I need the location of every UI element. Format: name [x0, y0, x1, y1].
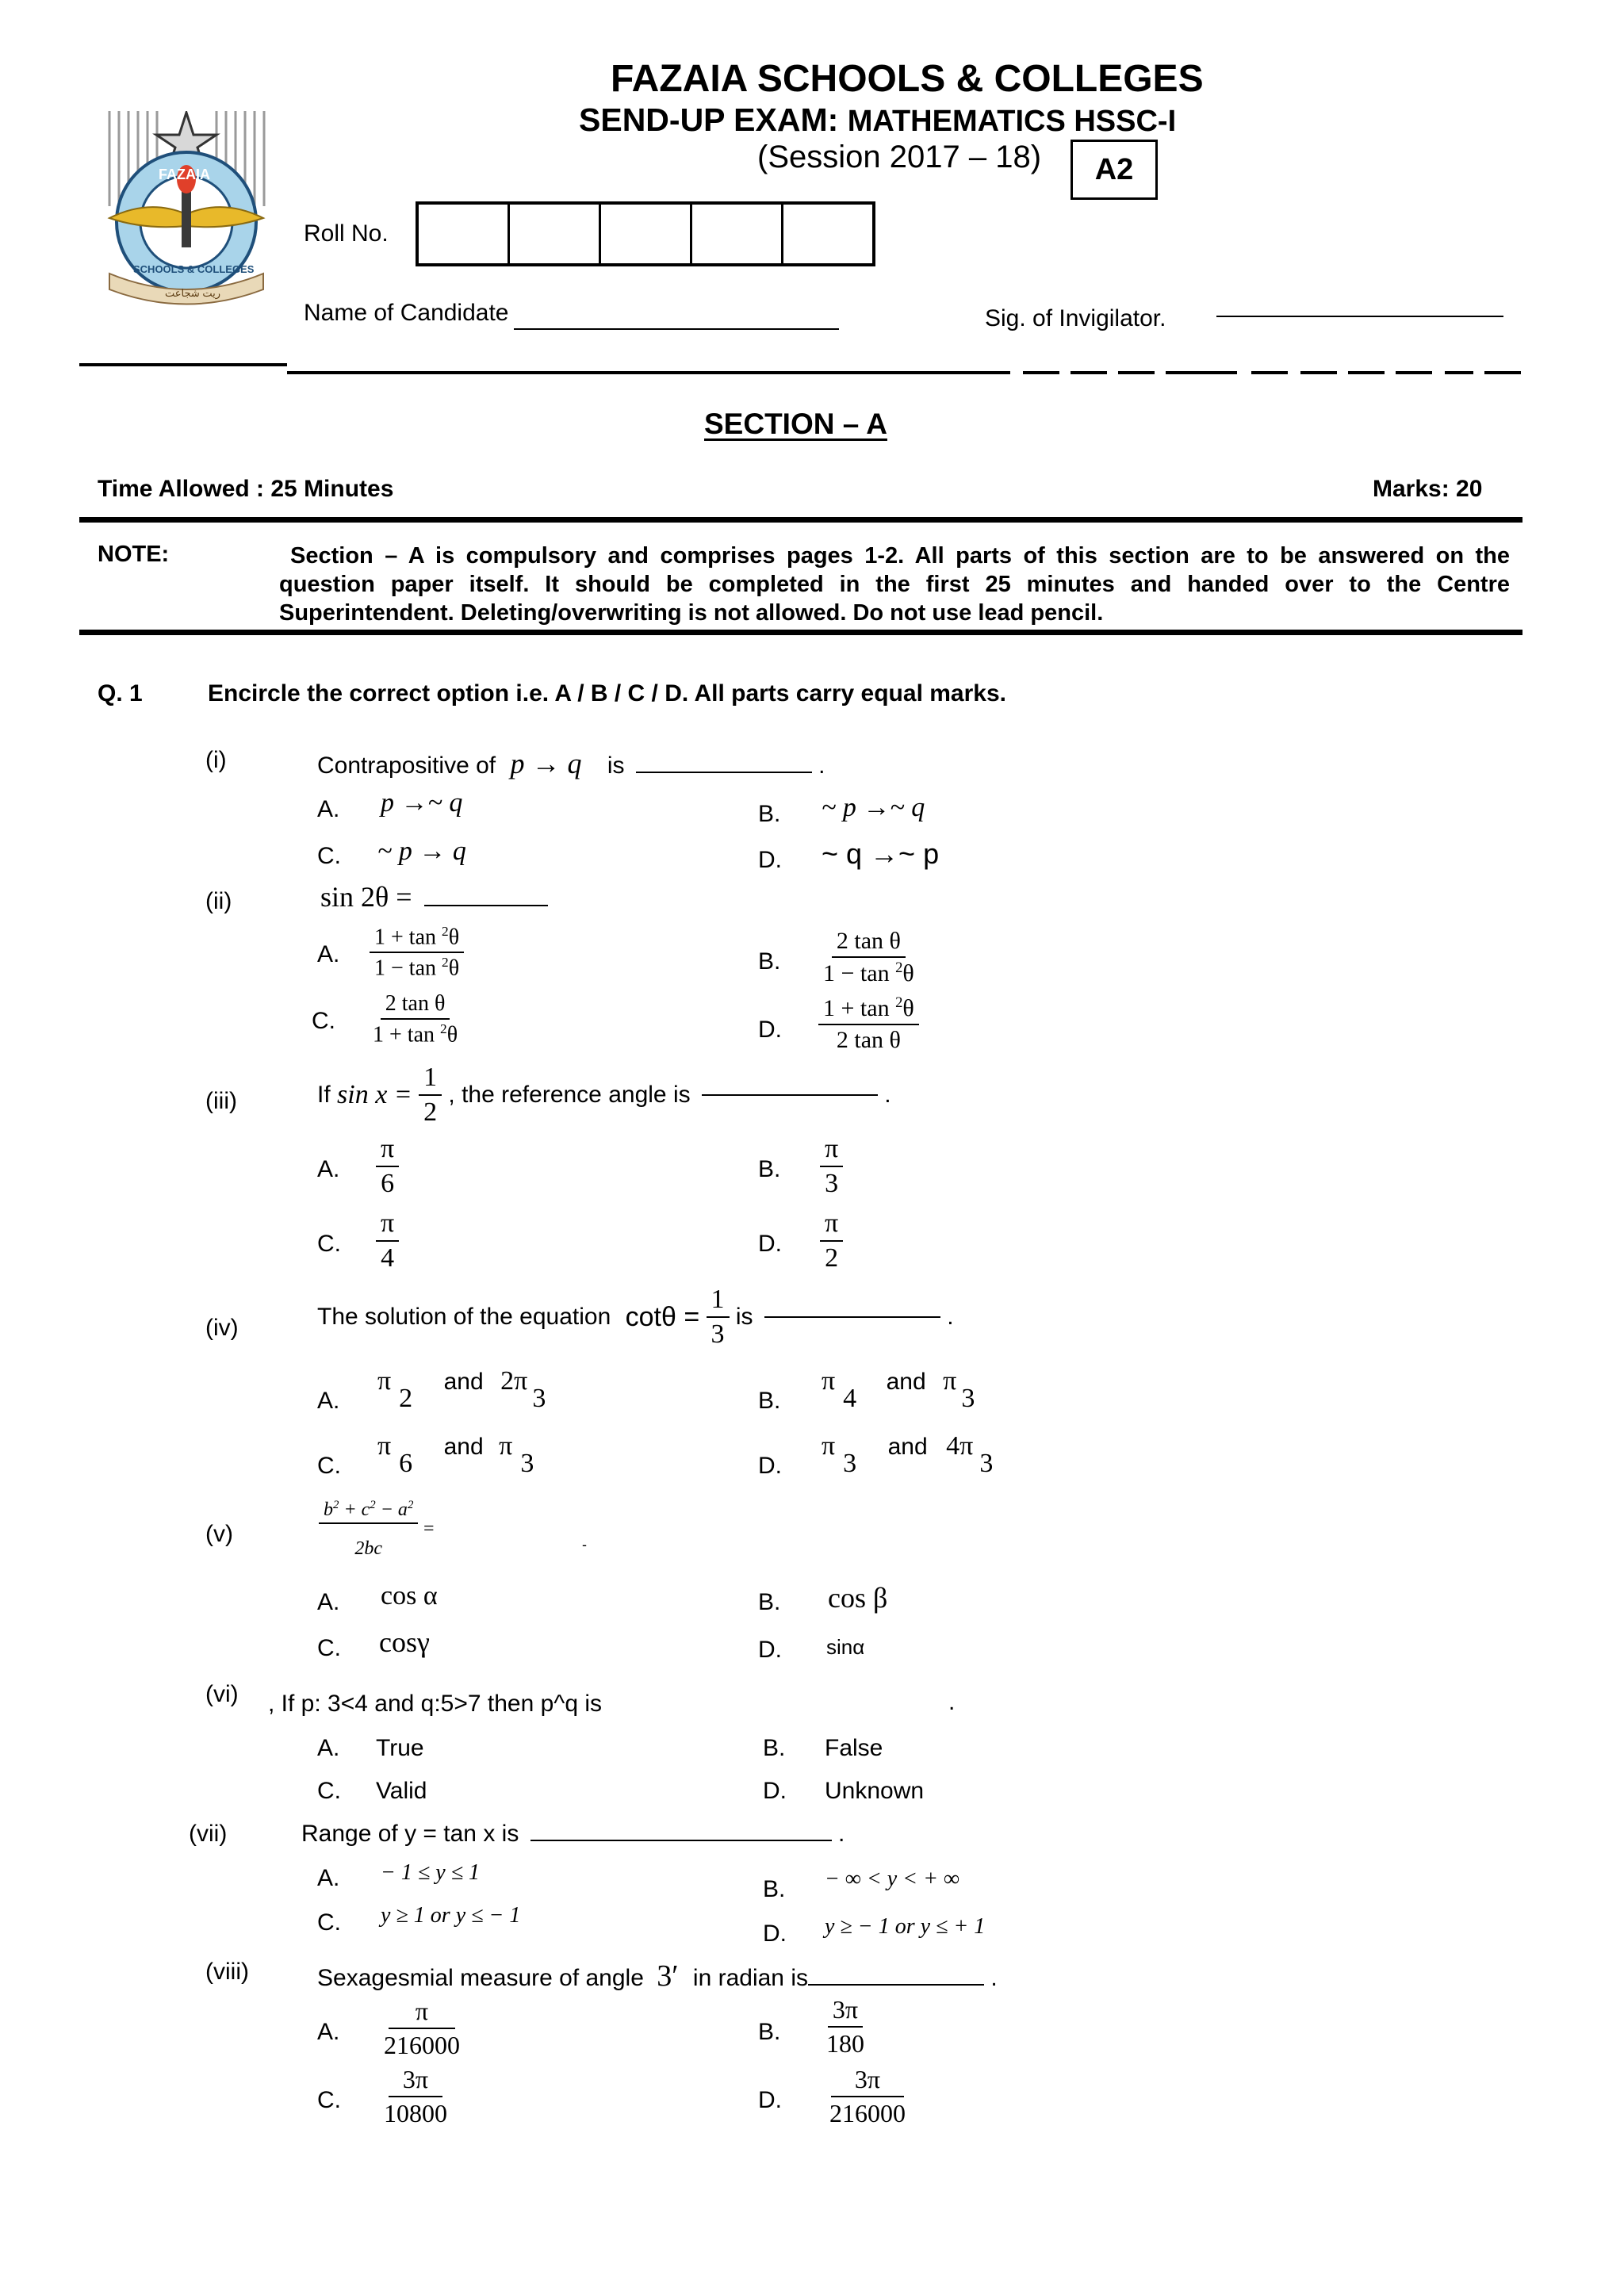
option-viii-c[interactable]: $\frac{3\pi}{10800}$ — [384, 2065, 447, 2127]
option-vii-a[interactable]: − 1 ≤ y ≤ 1 — [381, 1860, 481, 1885]
option-i-d[interactable]: ~ q →~ p — [822, 837, 940, 870]
option-letter: A. — [317, 1865, 340, 1891]
option-letter: C. — [317, 1635, 341, 1661]
separator-solid — [287, 371, 1010, 374]
option-viii-b[interactable]: $\frac{3\pi}{180}$ — [826, 1995, 864, 2058]
question-viii-stem: Sexagesmial measure of angle 3′ in radian is . — [317, 1959, 998, 1993]
option-viii-a[interactable]: $\frac{\pi}{216000}$ — [384, 1997, 460, 2059]
option-iii-d[interactable]: $\frac{\pi}{2}$ — [820, 1208, 843, 1273]
answer-blank[interactable] — [764, 1316, 940, 1318]
separator-dash — [1484, 371, 1521, 374]
question-number: (ii) — [205, 888, 232, 914]
option-ii-c[interactable]: $\frac{\text{2 tan θ}}{1 + \tan ^2\theta}$ — [373, 991, 458, 1047]
roll-label: Roll No. — [304, 220, 389, 247]
option-ii-b[interactable]: $\frac{\text{2 tan θ}}{1 - \tan ^2\theta}$ — [823, 928, 914, 986]
answer-blank[interactable] — [636, 772, 812, 773]
option-letter: A. — [317, 1156, 340, 1182]
option-v-d[interactable]: sinα — [826, 1635, 865, 1659]
separator-dash — [1445, 371, 1473, 374]
option-iii-b[interactable]: $\frac{\pi}{3}$ — [820, 1134, 843, 1199]
logo-bottom-text: SCHOOLS & COLLEGES — [133, 263, 255, 275]
question-number: (v) — [205, 1521, 233, 1547]
q1-label: Q. 1 — [98, 680, 143, 707]
roll-digit-box[interactable] — [783, 205, 872, 263]
option-letter: A. — [317, 941, 340, 967]
option-letter: C. — [317, 1453, 341, 1479]
option-iv-d[interactable]: π3 and 4π3 — [822, 1431, 994, 1478]
marks: Marks: 20 — [1373, 476, 1483, 502]
option-letter: B. — [758, 1589, 781, 1615]
option-i-c[interactable]: ~ p → q — [377, 837, 466, 866]
option-letter: C. — [317, 1778, 341, 1804]
option-vi-c[interactable]: Valid — [376, 1778, 427, 1804]
question-number: (iii) — [205, 1088, 237, 1114]
option-letter: D. — [758, 847, 782, 873]
option-vii-d[interactable]: y ≥ − 1 or y ≤ + 1 — [825, 1914, 986, 1939]
exam-prefix: SEND-UP EXAM: — [579, 101, 839, 138]
option-letter: A. — [317, 1388, 340, 1414]
option-v-c[interactable]: cosγ — [379, 1626, 430, 1658]
candidate-name-label: Name of Candidate — [304, 300, 509, 326]
option-v-b[interactable]: cos β — [828, 1582, 888, 1614]
note-text — [279, 542, 1510, 627]
option-letter: B. — [763, 1876, 786, 1902]
question-number: (i) — [205, 747, 227, 773]
question-number: (vi) — [205, 1681, 239, 1707]
paper-code: A2 — [1094, 153, 1134, 186]
question-vi-end: . — [948, 1689, 956, 1715]
time-allowed: Time Allowed : 25 Minutes — [98, 476, 394, 502]
separator-dash — [1023, 371, 1059, 374]
option-letter: A. — [317, 2019, 340, 2045]
option-letter: D. — [758, 1453, 782, 1479]
option-letter: A. — [317, 796, 340, 822]
section-title: SECTION – A — [704, 408, 887, 440]
question-vii-stem: Range of y = tan x is . — [301, 1821, 845, 1847]
formula: p → q — [510, 748, 582, 779]
roll-digit-box[interactable] — [601, 205, 692, 263]
separator-dash — [1348, 371, 1385, 374]
separator-dash — [1396, 371, 1432, 374]
fraction: $\frac{b^2 + c^2 - a^2}{2bc}$ — [319, 1499, 418, 1560]
invigilator-sig-field[interactable] — [1216, 316, 1503, 317]
option-ii-a[interactable]: $\frac{1 + \tan ^2\theta}{1 - \tan ^2\theta}$ — [370, 924, 464, 982]
roll-number-boxes[interactable] — [416, 201, 875, 266]
separator-solid-short — [79, 363, 287, 366]
option-letter: B. — [763, 1735, 786, 1761]
session-label: (Session 2017 – 18) — [757, 140, 1042, 174]
question-number: (vii) — [189, 1821, 228, 1847]
roll-digit-box[interactable] — [419, 205, 510, 263]
option-iii-c[interactable]: $\frac{\pi}{4}$ — [376, 1208, 399, 1273]
option-letter: D. — [758, 2087, 782, 2113]
paper-code-box — [1071, 140, 1158, 200]
option-i-a[interactable]: p →~ q — [381, 788, 463, 818]
option-letter: D. — [763, 1921, 787, 1947]
answer-blank[interactable] — [808, 1984, 984, 1986]
option-letter: C. — [317, 1909, 341, 1936]
separator-dash — [1118, 371, 1155, 374]
option-vi-d[interactable]: Unknown — [825, 1778, 925, 1804]
option-letter: C. — [317, 1231, 341, 1257]
option-letter: A. — [317, 1735, 340, 1761]
option-v-a[interactable]: cos α — [381, 1581, 438, 1610]
question-number: (iv) — [205, 1315, 239, 1341]
option-letter: C. — [312, 1008, 335, 1034]
q1-instruction: Encircle the correct option i.e. A / B / C / D. All parts carry equal marks. — [208, 680, 1006, 707]
exam-title — [579, 101, 1176, 139]
option-letter: D. — [758, 1231, 782, 1257]
option-letter: D. — [763, 1778, 787, 1804]
separator-dash — [1300, 371, 1337, 374]
option-letter: B. — [758, 1388, 781, 1414]
question-v-mark: - — [582, 1537, 587, 1553]
option-iv-a[interactable]: π2 and 2π3 — [377, 1366, 546, 1413]
note-label: NOTE: — [98, 542, 170, 567]
candidate-name-field[interactable] — [514, 328, 839, 330]
school-logo — [102, 111, 272, 309]
option-letter: C. — [317, 843, 341, 869]
school-name: FAZAIA SCHOOLS & COLLEGES — [611, 58, 1204, 100]
answer-blank[interactable] — [702, 1094, 878, 1096]
rule-bottom — [79, 630, 1522, 635]
option-letter: D. — [758, 1637, 782, 1663]
option-vii-b[interactable]: − ∞ < y < + ∞ — [825, 1867, 959, 1891]
option-ii-d[interactable]: $\frac{1 + \tan ^2\theta}{\text{2 tan θ}}$ — [818, 994, 919, 1054]
question-v-stem: $\frac{b^2 + c^2 - a^2}{2bc}$ = — [319, 1499, 435, 1560]
question-vi-stem: , If p: 3<4 and q:5>7 then p^q is — [268, 1691, 603, 1717]
option-iv-c[interactable]: π6 and π3 — [377, 1431, 534, 1478]
invigilator-sig-label: Sig. of Invigilator. — [985, 305, 1166, 331]
option-vi-a[interactable]: True — [376, 1735, 424, 1761]
option-letter: C. — [317, 2087, 341, 2113]
note-line-2: question paper itself. It should be completed in the first 25 minutes and handed over to the Centre — [279, 572, 1510, 597]
option-letter: B. — [758, 2019, 781, 2045]
rule-top — [79, 517, 1522, 523]
note-line-3: Superintendent. Deleting/overwriting is not allowed. Do not use lead pencil. — [279, 600, 1104, 626]
question-iv-stem: The solution of the equation cotθ = $\frac{1}{3}$ is . — [317, 1285, 954, 1349]
answer-blank[interactable] — [530, 1840, 832, 1841]
logo-emblem-icon — [102, 111, 272, 309]
option-i-b[interactable]: ~ p →~ q — [822, 793, 925, 822]
note-line-1: Section – A is compulsory and comprises pages 1-2. All parts of this section are to be answered on the — [290, 543, 1510, 569]
answer-blank[interactable] — [424, 905, 548, 906]
question-number: (viii) — [205, 1959, 249, 1985]
option-vi-b[interactable]: False — [825, 1735, 883, 1761]
exam-subject: MATHEMATICS HSSC-I — [847, 105, 1177, 138]
separator-dash — [1071, 371, 1107, 374]
question-ii-stem: sin 2θ = — [320, 880, 548, 913]
roll-digit-box[interactable] — [510, 205, 601, 263]
option-iv-b[interactable]: π4 and π3 — [822, 1366, 975, 1413]
option-vii-c[interactable]: y ≥ 1 or y ≤ − 1 — [381, 1903, 521, 1928]
option-letter: A. — [317, 1589, 340, 1615]
option-letter: B. — [758, 801, 781, 827]
option-iii-a[interactable]: $\frac{\pi}{6}$ — [376, 1134, 399, 1199]
fraction: $\frac{1}{3}$ — [707, 1285, 730, 1350]
separator-dash — [1166, 371, 1237, 374]
logo-motto: ریت شجاعت — [165, 287, 221, 299]
fraction: $\frac{1}{2}$ — [419, 1063, 442, 1128]
question-iii-stem: If sin x = $\frac{1}{2}$ , the reference angle is . — [317, 1063, 891, 1127]
option-letter: B. — [758, 948, 781, 975]
logo-top-text: FAZAIA — [159, 167, 210, 182]
separator-dash — [1251, 371, 1288, 374]
option-viii-d[interactable]: $\frac{3\pi}{216000}$ — [829, 2065, 906, 2127]
option-letter: D. — [758, 1017, 782, 1043]
option-letter: B. — [758, 1156, 781, 1182]
question-i-stem: Contrapositive of p → q is . — [317, 748, 825, 779]
roll-digit-box[interactable] — [692, 205, 783, 263]
